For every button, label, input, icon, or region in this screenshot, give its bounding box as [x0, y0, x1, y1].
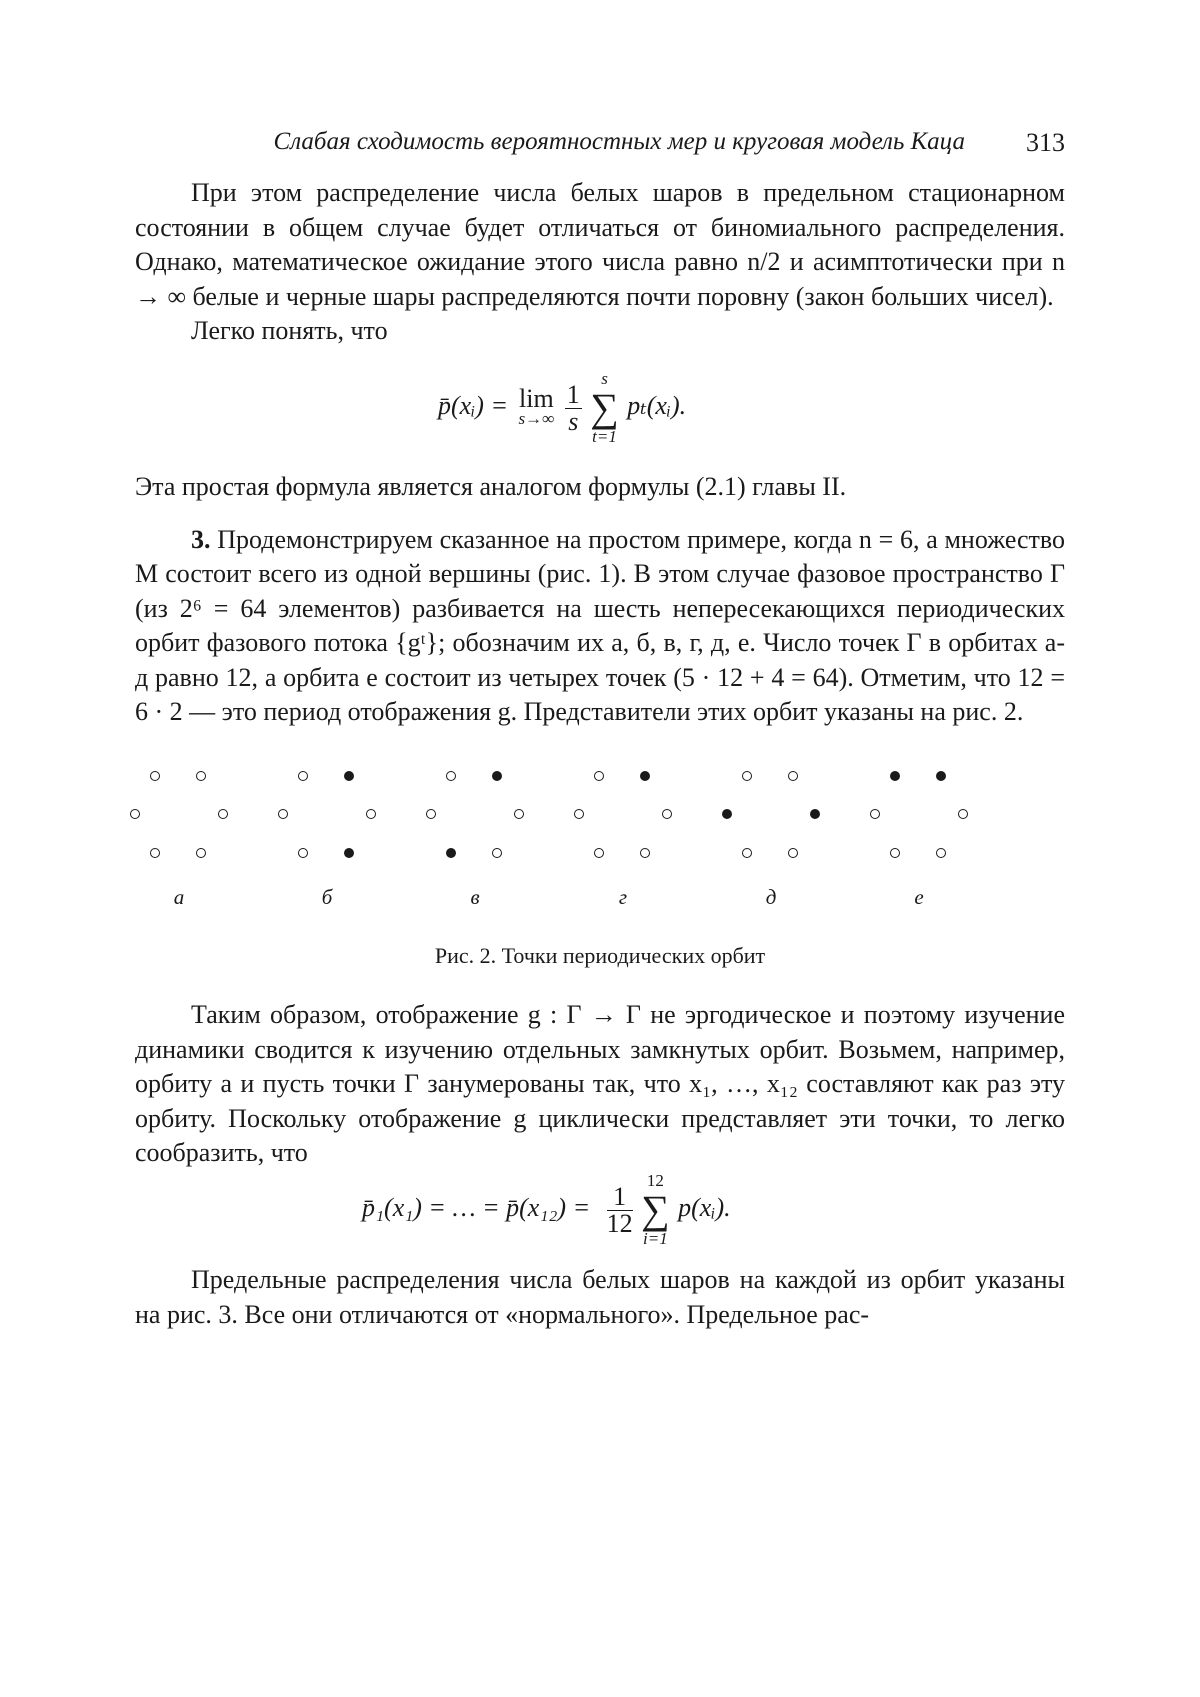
fraction-denominator: s	[568, 406, 579, 436]
paragraph-3: Эта простая формула является аналогом формулы (2.1) главы II.	[135, 472, 847, 501]
orbit-dot-white	[594, 848, 604, 858]
orbit-dot-white	[426, 809, 436, 819]
formula1-rhs: pₜ(xᵢ).	[627, 390, 687, 420]
fraction-numerator: 1	[566, 379, 580, 409]
orbit-dot-white	[662, 809, 672, 819]
orbit-3	[426, 765, 586, 925]
formula2-lhs: p̄₁(x₁) = … = p̄(x₁₂) =	[362, 1192, 591, 1222]
text-block-3	[135, 998, 1065, 1171]
summation2-operator	[641, 1172, 670, 1248]
fraction2-numerator: 1	[607, 1184, 633, 1211]
limit-subscript: s→∞	[518, 409, 555, 428]
orbit-dot-black	[890, 771, 900, 781]
sigma2-icon: ∑	[641, 1187, 670, 1232]
orbit-dot-white	[196, 848, 206, 858]
paragraph-2: Легко понять, что	[191, 316, 388, 345]
orbit-dot-white	[788, 848, 798, 858]
orbit-dot-white	[936, 848, 946, 858]
sum2-upper-limit: 12	[646, 1171, 664, 1190]
limit-label: lim	[519, 384, 554, 413]
orbit-dot-white	[196, 771, 206, 781]
orbit-label: б	[321, 885, 333, 909]
formula2-rhs: p(xᵢ).	[678, 1192, 731, 1222]
orbit-label: а	[173, 885, 185, 909]
figure-caption: Рис. 2. Точки периодических орбит	[434, 943, 766, 968]
formula1-fraction	[565, 379, 582, 436]
orbit-label: г	[618, 885, 628, 909]
limit-operator	[518, 384, 555, 428]
sigma-icon: ∑	[590, 385, 619, 430]
formula-orbit-average	[362, 1172, 731, 1248]
orbit-label: е	[914, 885, 924, 909]
orbit-dot-black	[446, 848, 456, 858]
running-head	[135, 128, 1065, 164]
orbit-dot-white	[150, 771, 160, 781]
orbit-dot-black	[810, 809, 820, 819]
orbit-dot-white	[640, 848, 650, 858]
orbit-dot-white	[298, 848, 308, 858]
formula-limit-average	[438, 370, 686, 446]
orbit-dot-white	[130, 809, 140, 819]
text-block-4	[135, 1263, 1065, 1332]
paragraph-1: При этом распределение числа белых шаров в предельном стационарном состоянии в общем случае будет отличаться от биномиального распределения. Однако, математическое ожидание этого числа равно n/2 и асимптотически при n → ∞ белые и черные шары распределяются почти поровну (закон больших чисел).	[135, 178, 1065, 311]
text-block-2	[135, 470, 1065, 730]
orbit-dot-white	[574, 809, 584, 819]
orbit-2	[278, 765, 438, 925]
formula1-lhs: p̄(xᵢ) =	[438, 390, 509, 420]
item-number: 3.	[191, 524, 211, 554]
orbit-dot-black	[344, 771, 354, 781]
orbit-dot-white	[742, 848, 752, 858]
sum2-lower-limit: i=1	[643, 1229, 668, 1248]
summation-operator	[590, 370, 619, 446]
orbit-dot-white	[446, 771, 456, 781]
paragraph-4	[135, 523, 1065, 730]
orbit-dot-white	[366, 809, 376, 819]
running-title: Слабая сходимость вероятностных мер и круговая модель Каца	[273, 128, 965, 155]
orbit-label: д	[765, 885, 777, 909]
paragraph-6: Предельные распределения числа белых шаров на каждой из орбит указаны на рис. 3. Все они отличаются от «нормального». Предельное рас-	[135, 1265, 1065, 1329]
sum-lower-limit: t=1	[592, 427, 617, 446]
figure-periodic-orbits	[130, 765, 1070, 925]
orbit-dot-white	[870, 809, 880, 819]
orbit-label: в	[470, 885, 480, 909]
formula2-fraction	[606, 1181, 633, 1238]
orbit-dot-black	[936, 771, 946, 781]
fraction2-denominator: 12	[606, 1208, 633, 1238]
orbit-4	[574, 765, 734, 925]
orbit-1	[130, 765, 290, 925]
orbit-6	[870, 765, 1030, 925]
paragraph-5: Таким образом, отображение g : Γ → Γ не эргодическое и поэтому изучение динамики сводится к изучению отдельных замкнутых орбит. Возьмем, например, орбиту а и пусть точки Γ занумерованы так, что x₁, …, x₁₂ составляют как раз эту орбиту. Поскольку отображение g циклически представляет эти точки, то легко сообразить, что	[135, 1000, 1065, 1167]
orbit-dot-black	[722, 809, 732, 819]
orbit-dot-white	[788, 771, 798, 781]
orbit-dot-white	[298, 771, 308, 781]
orbit-dot-black	[640, 771, 650, 781]
page-number: 313	[1026, 128, 1065, 157]
orbit-dot-white	[594, 771, 604, 781]
orbit-dot-white	[742, 771, 752, 781]
sum-upper-limit: s	[601, 369, 608, 388]
orbit-dot-white	[150, 848, 160, 858]
orbit-5	[722, 765, 882, 925]
orbit-dot-white	[890, 848, 900, 858]
orbit-dot-black	[344, 848, 354, 858]
orbit-dot-white	[514, 809, 524, 819]
orbit-dot-white	[278, 809, 288, 819]
orbit-dot-black	[492, 771, 502, 781]
text-block-1	[135, 176, 1065, 349]
paragraph-4-text: Продемонстрируем сказанное на простом примере, когда n = 6, а множество M состоит всего из одной вершины (рис. 1). В этом случае фазовое пространство Γ (из 2⁶ = 64 элементов) разбивается на шесть непересекающихся периодических орбит фазового потока {gᵗ}; обозначим их а, б, в, г, д, е. Число точек Γ в орбитах а-д равно 12, а орбита е состоит из четырех точек (5 · 12 + 4 = 64). Отметим, что 12 = 6 · 2 — это период отображения g. Представители этих орбит указаны на рис. 2.	[135, 524, 1066, 726]
orbit-dot-white	[492, 848, 502, 858]
orbit-dot-white	[218, 809, 228, 819]
orbit-dot-white	[958, 809, 968, 819]
